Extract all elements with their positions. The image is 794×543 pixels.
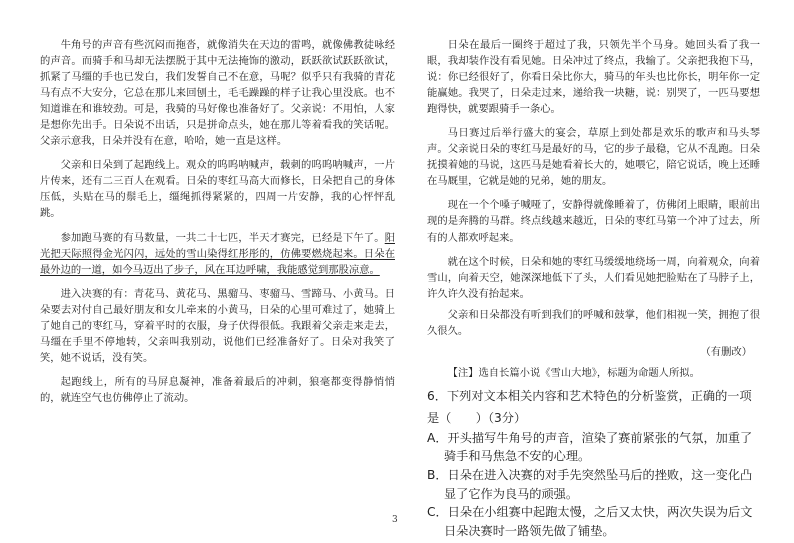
page-number: 3 (392, 515, 398, 525)
paragraph: 牛角号的声音有些沉闷而拖沓，就像消失在天边的雷鸣，就像佛教徒咏经的声音。而骑手和马却无法摆脱于其中无法掩饰的激动，跃跃欲试跃跃欲试，抓紧了马缰的手也已发白，我们发誓自己不在意，马呢？似乎只有我骑的青花马有点不大安分，它总在那儿来回刨土，毛毛躁躁的样子让我心里没底。也不知道谁在和谁较劲。可是，我骑的马好像也准备好了。父亲说：不用怕，人家是想你先出手。日朵说不出话，只是拼命点头，她在那儿等着看我的笑话呢。父亲示意我，日朵并没有在意，哈哈，她一直是这样。 (40, 39, 395, 148)
text-span: 参加跑马赛的有马数量，一共二十七匹，半天才赛完，已经是下午了。 (60, 231, 385, 244)
paragraph: 日朵在最后一圈终于超过了我，只领先半个马身。她回头看了我一眼，我却装作没有看见她。日朵冲过了终点，我输了。父亲把我抱下马，说：你已经很好了，你看日朵比你大，骑马的年头也比你长，明年你一定能赢她。我哭了，日朵走过来，递给我一块糖，说：别哭了，一匹马要想跑得快，就要跟骑手一条心。 (427, 39, 760, 116)
footnote: 【注】选自长篇小说《雪山大地》，标题为命题人所拟。 (447, 366, 700, 379)
option-b: B．日朵在进入决赛的对手先突然坠马后的挫败，这一变化凸显了它作为良马的顽强。 (427, 468, 753, 501)
paragraph: 起跑线上，所有的马屏息凝神，准备着最后的冲刺，狼毫都变得静悄悄的，就连空气也仿佛停止了流动。 (40, 375, 395, 404)
left-column (40, 0, 395, 406)
paragraph: 现在一个个嗓子喊哑了，安静得就像睡着了，仿佛闭上眼睛，眼前出现的是奔腾的马群。终点线越来越近，日朵的枣红马第一个冲了过去，所有的人都欢呼起来。 (427, 199, 760, 244)
right-column (427, 0, 760, 540)
question-stem: 6．下列对文本相关内容和艺术特色的分析鉴赏，正确的一项是（ ）（3分） (427, 388, 752, 425)
paragraph: 父亲和日朵到了起跑线上。观众的呜呜呐喊声，载刺的呜呜呐喊声，一片片传来，还有二三百人在观看。日朵的枣红马高大而修长，日朵把自己的身体压低，头贴在马的鬃毛上，缰绳抓得紧紧的，四周一片安静，我的心怦怦乱跳。 (40, 159, 395, 220)
underlined-passage: 我能感觉到那股凉意。 (276, 263, 380, 276)
option-a: A．开头描写牛角号的声音，渲染了赛前紧张的气氛，加重了骑手和马焦急不安的心理。 (427, 430, 753, 464)
paragraph: 马日赛过后举行盛大的宴会，草原上到处都是欢乐的歌声和马头琴声。父亲说日朵的枣红马是最好的马，它的步子最稳，它从不乱跑。日朵抚摸着她的马说，这匹马是她看着长大的，她喂它，陪它说话，晚上还睡在马厩里，它就是她的兄弟，她的朋友。 (427, 127, 760, 188)
option-c: C．日朵在小组赛中起跑太慢，之后又太快，两次失误为后文日朵决赛时一路领先做了铺垫。 (427, 505, 753, 538)
paragraph: 就在这个时候，日朵和她的枣红马缓缓地绕场一周，向着观众，向着雪山，向着天空，她深深地低下了头，人们看见她把脸贴在了马脖子上，许久许久没有抬起来。 (427, 255, 760, 300)
underlined-passage: 阳光把天际照得金光闪闪，远处的雪山染得红彤彤的，仿佛要燃烧起来。日朵在最外边的一道，如今马迈出了步子，风在耳边呼啸， (40, 231, 395, 276)
paragraph: 父亲和日朵都没有听到我们的呼喊和鼓掌，他们相视一笑，拥抱了很久很久。 (427, 308, 760, 337)
source-note: （有删改） (700, 345, 752, 358)
paragraph (40, 230, 395, 278)
paragraph: 进入决赛的有：青花马、黄花马、黑骝马、枣骝马、雪蹄马、小黄马。日朵要去对付自己最好朋友和女儿牵来的小黄马，日朵的心里可难过了，她骑上了她自己的枣红马，穿着平时的衣服，身子伏得很低。我跟着父亲走来走去，马缰在手里不停地转，父亲叫我别动，说他们已经准备好了。日朵对我笑了笑，她不说话，没有笑。 (40, 287, 395, 364)
